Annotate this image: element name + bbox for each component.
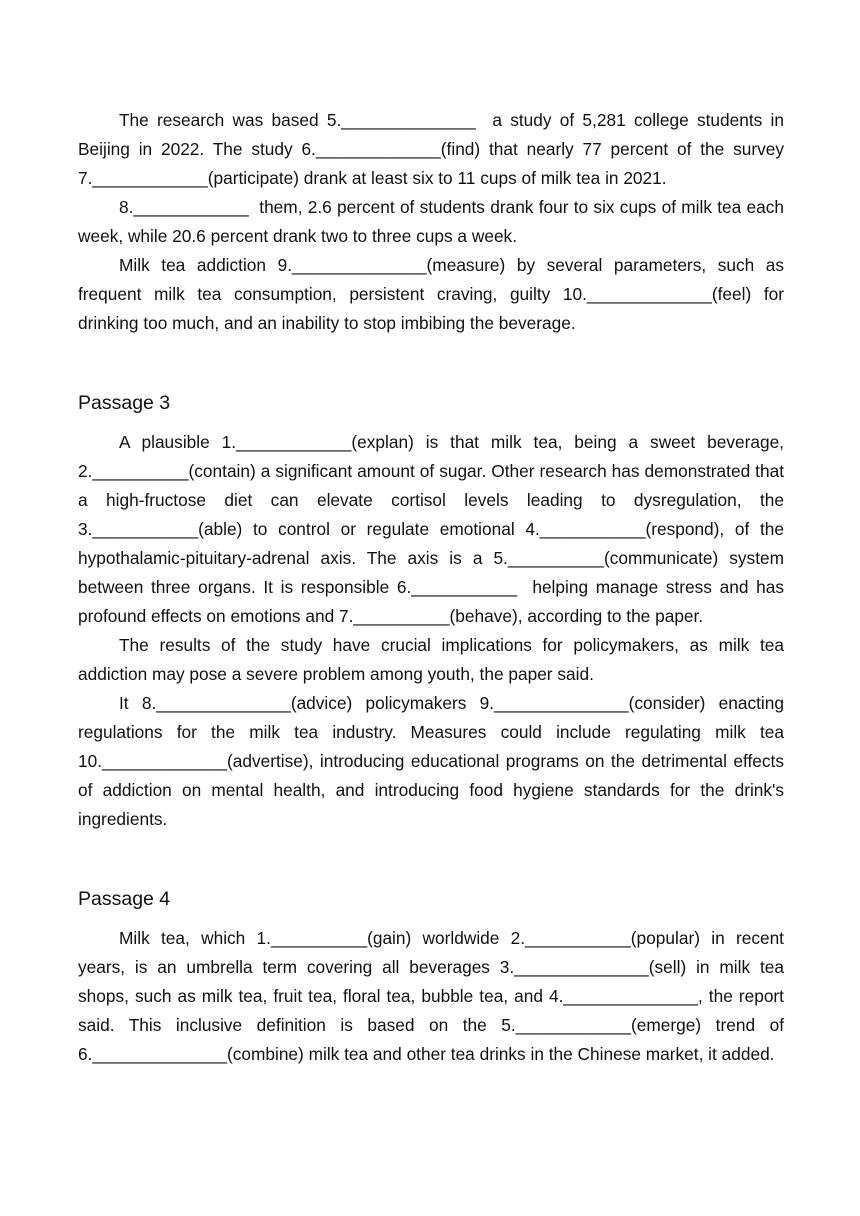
paragraph: The results of the study have crucial implications for policymakers, as milk tea addiction may pose a severe problem among youth, the paper said. — [78, 635, 789, 684]
paragraph: 8.____________ them, 2.6 percent of students drank four to six cups of milk tea each week, while 20.6 percent drank two to three cups a week. — [78, 197, 789, 246]
paragraph: A plausible 1.____________(explan) is that milk tea, being a sweet beverage, 2.__________(contain) a significant amount of sugar. Other research has demonstrated that a high-fructose diet can elevate cortisol levels leading to dysregulation, the 3.___________(able) to control or regulate emotional 4.___________(respond), of the hypothalamic-pituitary-adrenal axis. The axis is a 5.__________(communicate) system between three organs. It is responsible 6.___________ helping manage stress and has profound effects on emotions and 7.__________(behave), according to the paper. — [78, 432, 789, 626]
paragraph: Milk tea addiction 9.______________(measure) by several parameters, such as frequent milk tea consumption, persistent craving, guilty 10._____________(feel) for drinking too much, and an inability to stop imbibing the beverage. — [78, 255, 789, 333]
passage-3-title: Passage 3 — [78, 392, 171, 414]
paragraph: It 8.______________(advice) policymakers 9.______________(consider) enacting regulations for the milk tea industry. Measures could include regulating milk tea 10._____________(advertise), introducing educational programs on the detrimental effects of addiction on mental health, and introducing food hygiene standards for the drink's ingredients. — [78, 693, 789, 829]
passage-2-continued — [78, 106, 789, 338]
paragraph: The research was based 5.______________ a study of 5,281 college students in Beijing in 2022. The study 6._____________(find) that nearly 77 percent of the survey 7.____________(participate) drank at least six to 11 cups of milk tea in 2021. — [78, 110, 789, 188]
paragraph: Milk tea, which 1.__________(gain) worldwide 2.___________(popular) in recent years, is an umbrella term covering all beverages 3.______________(sell) in milk tea shops, such as milk tea, fruit tea, floral tea, bubble tea, and 4.______________, the report said. This inclusive definition is based on the 5.____________(emerge) trend of 6.______________(combine) milk tea and other tea drinks in the Chinese market, it added. — [78, 928, 789, 1064]
passage-4-body — [78, 924, 789, 1069]
passage-4-title: Passage 4 — [78, 888, 171, 910]
passage-3-body — [78, 428, 789, 834]
